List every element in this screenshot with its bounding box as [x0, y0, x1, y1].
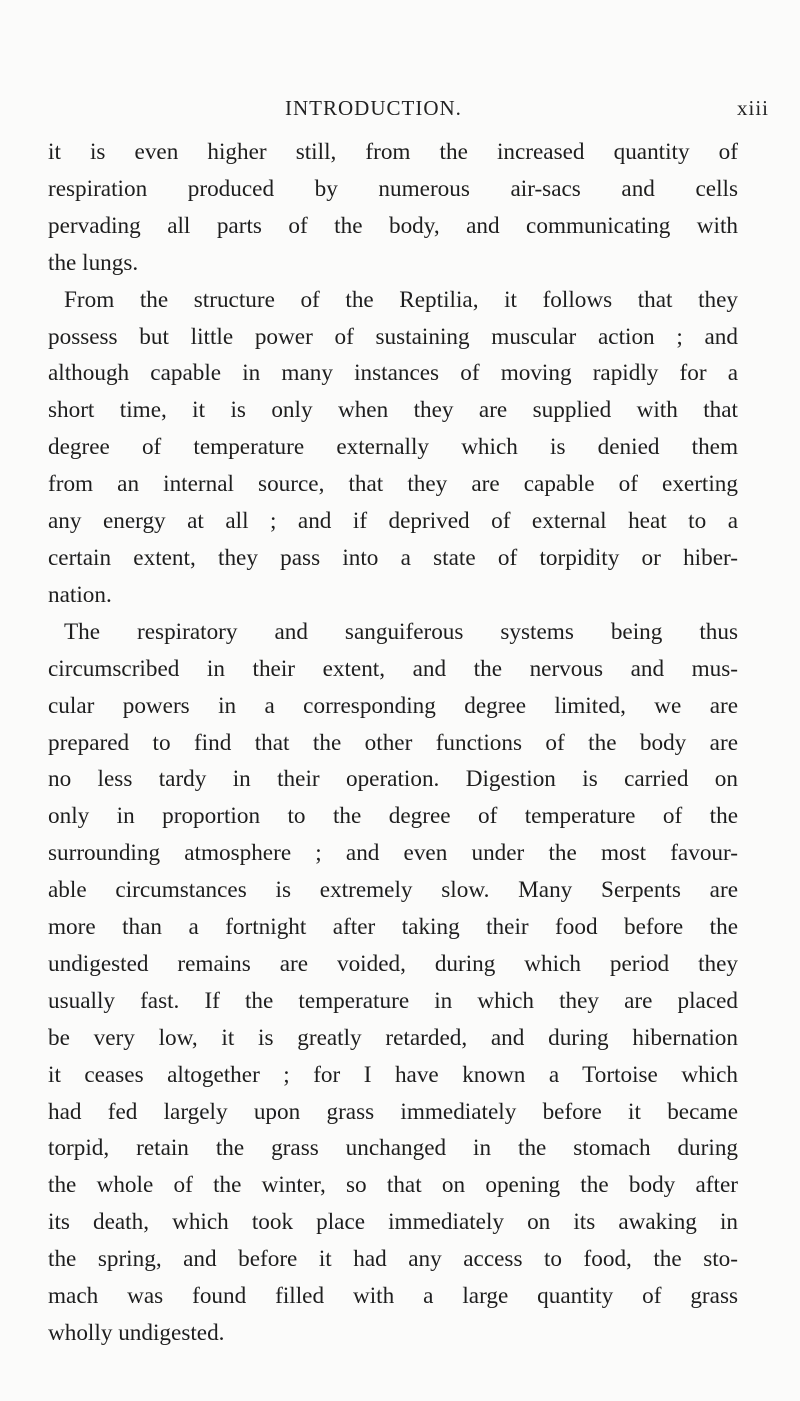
text-line: although capable in many instances of moving rapidly for a	[48, 360, 738, 387]
text-line: usually fast. If the temperature in which they are placed	[48, 987, 738, 1014]
text-line: respiration produced by numerous air-sacs and cells	[48, 175, 738, 202]
text-line: possess but little power of sustaining muscular action ; and	[48, 323, 738, 350]
text-line: it is even higher still, from the increased quantity of	[48, 139, 738, 165]
text-line: short time, it is only when they are supplied with that	[48, 397, 738, 424]
text-line: pervading all parts of the body, and communicating with	[48, 212, 738, 239]
text-line: able circumstances is extremely slow. Many Serpents are	[48, 877, 738, 904]
text-line: mach was found filled with a large quantity of grass	[48, 1283, 738, 1310]
body-text	[48, 134, 738, 1352]
text-line: only in proportion to the degree of temperature of the	[48, 803, 738, 830]
text-line: its death, which took place immediately on its awaking in	[48, 1209, 738, 1236]
text-line: torpid, retain the grass unchanged in the stomach during	[48, 1135, 738, 1162]
running-head-title: INTRODUCTION.	[285, 96, 462, 120]
text-line: surrounding atmosphere ; and even under the most favour-	[48, 840, 738, 867]
text-line: The respiratory and sanguiferous systems being thus	[64, 618, 738, 645]
text-line: the lungs.	[48, 249, 139, 276]
text-line: circumscribed in their extent, and the nervous and mus-	[48, 655, 738, 682]
text-line: prepared to find that the other functions of the body are	[48, 729, 738, 756]
paragraph	[48, 134, 738, 282]
text-line: the whole of the winter, so that on opening the body after	[48, 1172, 738, 1199]
text-line: certain extent, they pass into a state of torpidity or hiber-	[48, 544, 738, 571]
text-line: no less tardy in their operation. Digestion is carried on	[48, 766, 738, 793]
text-line: be very low, it is greatly retarded, and during hibernation	[48, 1024, 738, 1051]
text-line: from an internal source, that they are capable of exerting	[48, 471, 738, 498]
paragraph	[48, 282, 738, 614]
text-line: nation.	[48, 581, 112, 608]
text-line: the spring, and before it had any access to food, the sto-	[48, 1246, 738, 1273]
text-line: more than a fortnight after taking their food before the	[48, 914, 738, 941]
text-line: From the structure of the Reptilia, it follows that they	[64, 286, 738, 313]
text-line: had fed largely upon grass immediately before it became	[48, 1098, 738, 1125]
text-line: it ceases altogether ; for I have known a Tortoise which	[48, 1061, 738, 1088]
page-number: xiii	[737, 96, 770, 120]
paragraph	[48, 614, 738, 1352]
running-head	[0, 96, 800, 136]
text-line: wholly undigested.	[48, 1320, 225, 1346]
text-line: degree of temperature externally which is denied them	[48, 434, 738, 461]
text-line: undigested remains are voided, during which period they	[48, 950, 738, 977]
text-line: any energy at all ; and if deprived of external heat to a	[48, 508, 738, 535]
text-line: cular powers in a corresponding degree limited, we are	[48, 692, 738, 719]
